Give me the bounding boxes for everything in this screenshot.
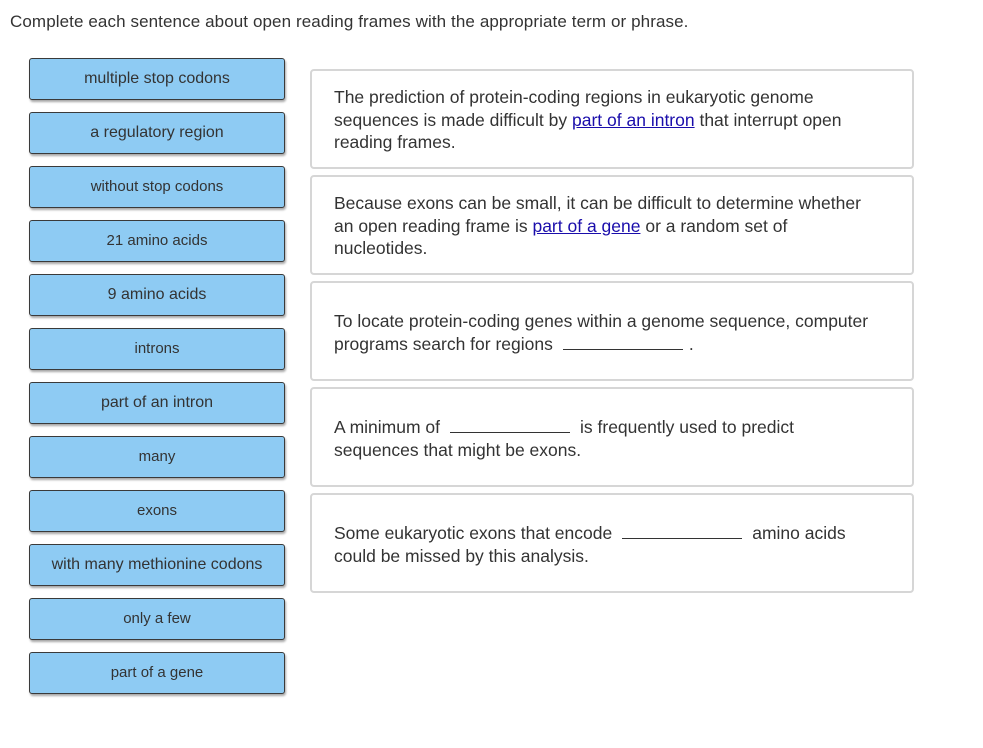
draggable-term[interactable]: introns xyxy=(29,328,285,370)
sentence-after: that interrupt open reading frames. xyxy=(334,109,842,152)
sentence-drop-card-5[interactable] xyxy=(310,493,914,593)
sentence-after: . xyxy=(688,333,694,354)
draggable-term[interactable]: exons xyxy=(29,490,285,532)
draggable-term[interactable]: 21 amino acids xyxy=(29,220,285,262)
sentence-drop-card-1[interactable] xyxy=(310,69,914,169)
sentence-before: The prediction of protein-coding regions in eukaryotic genome sequences is made difficult by xyxy=(334,87,814,130)
sentence-after: is frequently used to predict sequences that might be exons. xyxy=(334,417,795,460)
sentence-after: amino acids could be missed by this analysis. xyxy=(334,523,846,566)
sentence-drop-card-3[interactable] xyxy=(310,281,914,381)
sentence-text xyxy=(334,416,876,461)
sentence-text xyxy=(334,310,876,355)
draggable-term[interactable]: only a few xyxy=(29,598,285,640)
sentence-before: A minimum of xyxy=(334,417,440,437)
sentence-text xyxy=(334,522,876,567)
draggable-term[interactable]: part of an intron xyxy=(29,382,285,424)
sentence-text xyxy=(334,86,876,154)
filled-answer[interactable]: part of an intron xyxy=(572,109,695,130)
sentence-text xyxy=(334,192,876,260)
sentence-drop-card-2[interactable] xyxy=(310,175,914,275)
sentence-drop-card-4[interactable] xyxy=(310,387,914,487)
blank-drop-zone[interactable] xyxy=(622,524,742,539)
draggable-term[interactable]: part of a gene xyxy=(29,652,285,694)
draggable-term[interactable]: many xyxy=(29,436,285,478)
draggable-term[interactable]: with many methionine codons xyxy=(29,544,285,586)
draggable-term[interactable]: without stop codons xyxy=(29,166,285,208)
draggable-term[interactable]: 9 amino acids xyxy=(29,274,285,316)
blank-drop-zone[interactable] xyxy=(450,418,570,433)
filled-answer[interactable]: part of a gene xyxy=(532,215,641,236)
blank-drop-zone[interactable] xyxy=(563,335,683,350)
instruction-text: Complete each sentence about open reading frames with the appropriate term or phrase. xyxy=(10,12,689,31)
sentence-before: Some eukaryotic exons that encode xyxy=(334,523,613,543)
draggable-term[interactable]: a regulatory region xyxy=(29,112,285,154)
sentence-before: To locate protein-coding genes within a genome sequence, computer programs search for regions xyxy=(334,311,869,354)
draggable-term[interactable]: multiple stop codons xyxy=(29,58,285,100)
sentence-after: or a random set of nucleotides. xyxy=(334,215,788,258)
sentence-before: Because exons can be small, it can be difficult to determine whether an open reading frame is xyxy=(334,193,861,236)
